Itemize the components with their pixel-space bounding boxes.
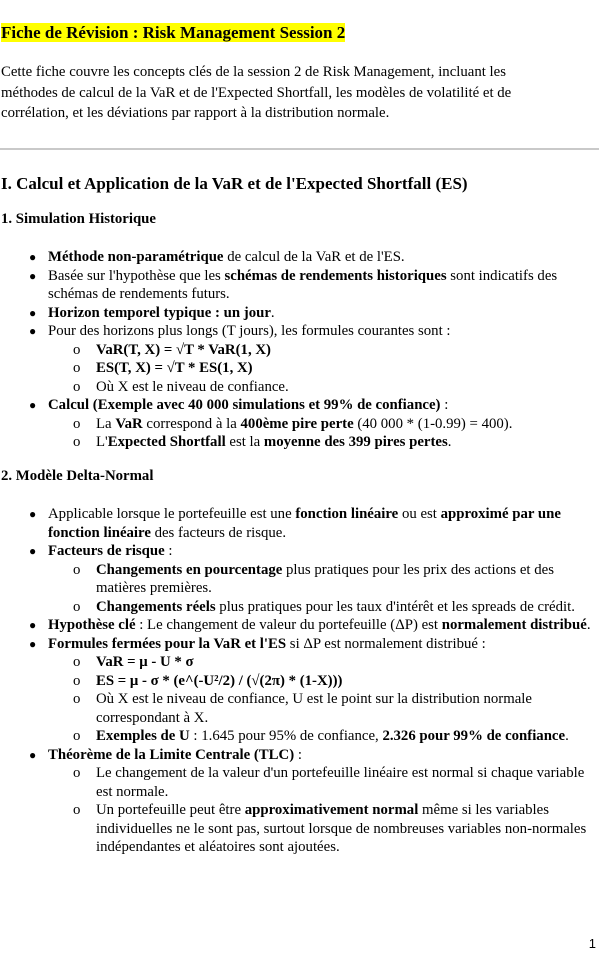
page-title	[1, 22, 345, 43]
text: (40 000 * (1-0.99) = 400).	[353, 415, 513, 432]
bold-text: fonction linéaire	[295, 506, 399, 522]
sub-list-item	[0, 415, 599, 434]
bullet-icon: o	[73, 654, 81, 670]
bold-text: Hypothèse clé	[48, 617, 136, 633]
sub-list-item	[0, 561, 599, 598]
section-heading: I. Calcul et Application de la VaR et de l'Expected Shortfall (ES)	[1, 174, 468, 193]
sub-list-item	[0, 690, 599, 727]
bold-text: schémas de rendements historiques	[224, 267, 447, 284]
bullet-icon: ●	[29, 618, 37, 632]
text: plus pratiques pour les prix des actions et des matières premières.	[96, 561, 554, 596]
list-item	[0, 322, 599, 341]
text: Basée sur l'hypothèse que les	[48, 267, 225, 284]
bullet-icon: ●	[29, 544, 37, 558]
list-item	[0, 505, 599, 542]
text: sont indicatifs des schémas de rendements futurs.	[48, 267, 558, 302]
divider	[0, 148, 599, 150]
bold-text: 400ème pire perte	[240, 415, 354, 432]
text: Un portefeuille peut être	[96, 802, 245, 818]
sub-list-item	[0, 378, 599, 397]
bold-text: Théorème de la Limite Centrale (TLC)	[48, 746, 295, 763]
text: La	[96, 415, 116, 432]
list-item	[0, 396, 599, 415]
bullet-icon: ●	[29, 747, 37, 762]
text: L'	[96, 434, 108, 450]
bold-text: Calcul (Exemple avec 40 000 simulations et 99% de confiance)	[48, 397, 441, 413]
list-item	[0, 304, 599, 323]
bullet-icon: o	[73, 360, 81, 376]
list-item	[0, 542, 599, 561]
formula: VaR = μ - U * σ	[96, 654, 194, 670]
bold-text: 2.326 pour 99% de confiance	[382, 728, 566, 744]
bullet-icon: o	[73, 765, 81, 781]
text: Pour des horizons plus longs (T jours), les formules courantes sont :	[48, 323, 451, 339]
text: ou est	[398, 506, 441, 522]
delta-normal-list	[0, 505, 599, 857]
bold-text: approximé par une fonction linéaire	[48, 506, 561, 541]
bold-text: Exemples de U	[96, 728, 190, 744]
list-item	[0, 616, 599, 635]
bold-text: normalement distribué	[441, 617, 587, 633]
sub-list-item	[0, 801, 599, 857]
bullet-icon: o	[73, 415, 81, 432]
bold-text: Changements en pourcentage	[96, 561, 283, 578]
sub-list-item	[0, 764, 599, 801]
bold-text: Formules fermées pour la VaR et l'ES	[48, 635, 287, 652]
bold-text: moyenne des 399 pires pertes	[263, 434, 448, 450]
bullet-icon: o	[73, 378, 81, 395]
list-item	[0, 746, 599, 765]
bullet-icon: o	[73, 802, 81, 818]
text: Où X est le niveau de confiance, U est le point sur la distribution normale correspondant à X.	[96, 691, 532, 726]
list-item	[0, 267, 599, 304]
bold-text: VaR	[115, 415, 143, 432]
text: de calcul de la VaR et de l'ES.	[223, 249, 405, 265]
sub-list-item	[0, 433, 599, 452]
text: est la	[225, 434, 264, 450]
text: Où X est le niveau de confiance.	[96, 378, 289, 395]
bullet-icon: ●	[29, 305, 37, 320]
page-title-text: Fiche de Révision : Risk Management Session 2	[1, 23, 346, 42]
page-number: 1	[588, 936, 596, 951]
text: Applicable lorsque le portefeuille est une	[48, 506, 296, 522]
list-item	[0, 248, 599, 267]
sub-list-item	[0, 653, 599, 672]
text: .	[565, 728, 569, 744]
intro-paragraph: Cette fiche couvre les concepts clés de la session 2 de Risk Management, incluant les méthodes de calcul de la VaR et de l'Expected Shortfall, les modèles de volatilité et de corrélation, et les déviations par rapport à la distribution normale.	[1, 64, 512, 121]
list-item	[0, 635, 599, 654]
text: des facteurs de risque.	[150, 524, 287, 541]
subsection-heading-historical: 1. Simulation Historique	[1, 211, 156, 227]
text: .	[586, 617, 591, 633]
bullet-icon: o	[73, 672, 81, 689]
bullet-icon: ●	[29, 268, 37, 283]
bullet-icon: o	[73, 598, 81, 615]
text: même si les variables individuelles ne le sont pas, surtout lorsque de nombreuses variables non-normales indépendantes et aléatoires sont ajoutées.	[96, 802, 587, 855]
bullet-icon: o	[73, 728, 81, 744]
formula: ES = μ - σ * (e^(-U²/2) / (√(2π) * (1-X)))	[96, 672, 343, 689]
bold-text: Expected Shortfall	[107, 434, 226, 450]
bullet-icon: o	[73, 434, 81, 450]
bullet-icon: o	[73, 561, 81, 578]
bullet-icon: ●	[29, 636, 37, 651]
text: si ΔP est normalement distribué :	[286, 635, 486, 652]
bold-text: Méthode non-paramétrique	[48, 249, 224, 265]
bold-text: Facteurs de risque	[48, 543, 165, 559]
text: plus pratiques pour les taux d'intérêt et les spreads de crédit.	[215, 598, 575, 615]
sub-list-item	[0, 672, 599, 691]
formula: VaR(T, X) = √T * VaR(1, X)	[96, 341, 271, 358]
bold-text: Changements réels	[96, 598, 216, 615]
text: .	[447, 434, 452, 450]
sub-list-item	[0, 359, 599, 378]
bullet-icon: ●	[29, 398, 37, 412]
text: .	[270, 304, 275, 321]
formula: ES(T, X) = √T * ES(1, X)	[96, 360, 253, 376]
sub-list-item	[0, 727, 599, 746]
historical-list	[0, 248, 599, 452]
bullet-icon: ●	[29, 324, 37, 338]
bullet-icon: ●	[29, 507, 37, 521]
subsection-heading-delta-normal: 2. Modèle Delta-Normal	[1, 468, 154, 484]
text: Le changement de la valeur d'un portefeuille linéaire est normal si chaque variable est normale.	[96, 765, 585, 800]
text: : 1.645 pour 95% de confiance,	[189, 728, 383, 744]
sub-list-item	[0, 598, 599, 617]
bullet-icon: o	[73, 691, 81, 707]
bold-text: Horizon temporel typique : un jour	[48, 304, 271, 321]
sub-list-item	[0, 341, 599, 360]
bold-text: approximativement normal	[244, 802, 419, 818]
bullet-icon: ●	[29, 250, 37, 264]
text: :	[440, 397, 449, 413]
text: :	[164, 543, 173, 559]
bullet-icon: o	[73, 341, 81, 358]
text: : Le changement de valeur du portefeuille (ΔP) est	[135, 617, 442, 633]
text: :	[294, 746, 302, 763]
text: correspond à la	[142, 415, 241, 432]
